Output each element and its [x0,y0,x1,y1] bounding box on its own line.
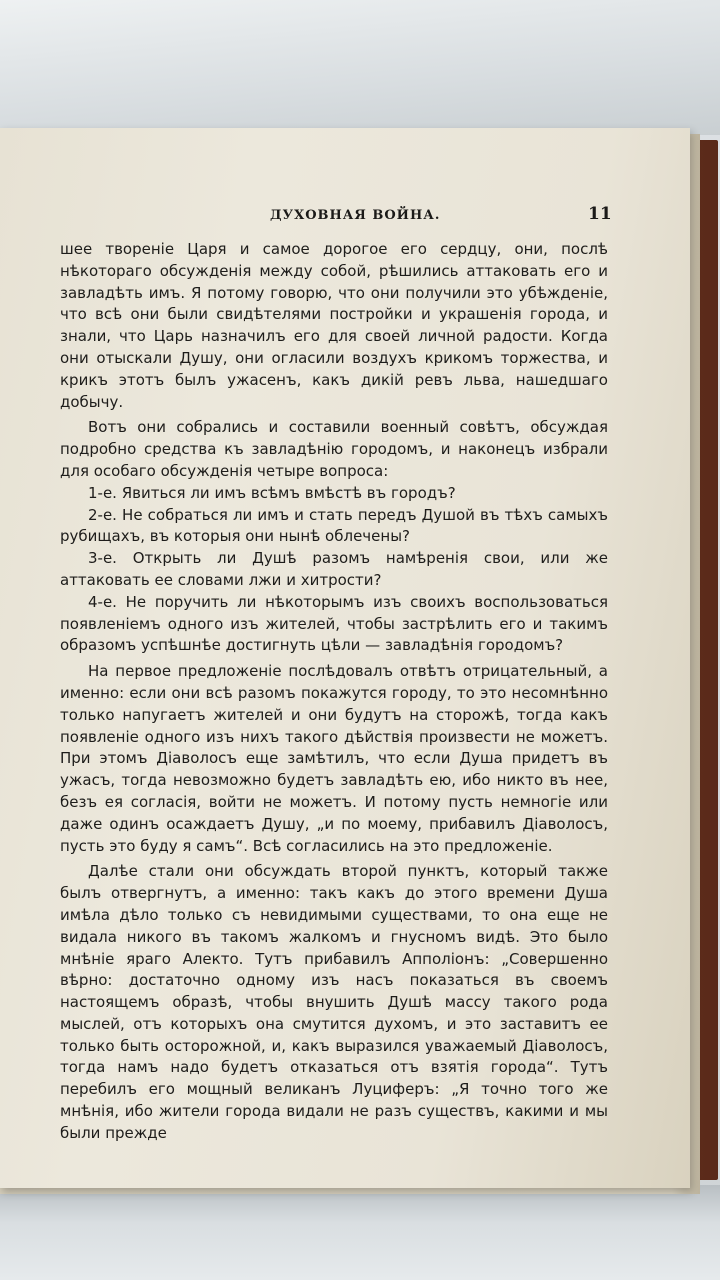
paragraph-second-point: Далѣе стали они обсуждать второй пунктъ, который также былъ отвергнутъ, а именно: такъ какъ до этого времени Душа имѣла дѣло только съ невидимыми существами, то она еще не видала никого въ такомъ жалкомъ и гнусномъ видѣ. Это было мнѣнiе яраго Алекто. Тутъ прибавилъ Апполiонъ: „Совершенно вѣрно: достаточно одному изъ насъ показаться въ своемъ настоящемъ образѣ, чтобы внушить Душѣ массу такого рода мыслей, отъ которыхъ она смутится духомъ, и это заставитъ ее только быть осторожной, и, какъ выразился уважаемый Дiаволосъ, тогда намъ надо будетъ отказаться отъ взятiя города“. Тутъ перебилъ его мощный великанъ Луциферъ: „Я точно того же мнѣнiя, ибо жители города видали не разъ существъ, какими и мы были прежде [60,862,608,1142]
book-page [0,128,690,1188]
question-3: 3-е. Открыть ли Душѣ разомъ намѣренiя свои, или же аттаковать ее словами лжи и хитрости? [60,549,608,589]
running-head [0,204,690,232]
question-4: 4-е. Не поручить ли нѣкоторымъ изъ своихъ воспользоваться появленiемъ одного изъ жителей, чтобы застрѣлить его и такимъ образомъ успѣшнѣе достигнуть цѣли — завладѣнiя городомъ? [60,592,608,655]
table-surface-bottom [0,1185,720,1280]
page-number: 11 [588,204,612,224]
question-1: 1-е. Явиться ли имъ всѣмъ вмѣстѣ въ городъ? [88,483,456,502]
paragraph-war-council: Вотъ они собрались и составили военный совѣтъ, обсуждая подробно средства къ завладѣнiю городомъ, и наконецъ избрали для особаго обсужденiя четыре вопроса: [60,418,608,480]
table-surface [0,0,720,135]
page-text [60,239,608,1145]
paragraph-continued: шее творенiе Царя и самое дорогое его сердцу, они, послѣ нѣкотораго обсужденiя между собой, рѣшились аттаковать его и завладѣть имъ. Я потому говорю, что они получили это убѣжденiе, что всѣ они были свидѣтелями постройки и украшенiя города, и знали, что Царь назначилъ его для своей личной радости. Когда они отыскали Душу, они огласили воздухъ крикомъ торжества, и крикъ этотъ былъ ужасенъ, какъ дикiй ревъ льва, нашедшаго добычу. [60,240,608,411]
question-2: 2-е. Не собраться ли имъ и стать передъ Душой въ тѣхъ самыхъ рубищахъ, въ которыя они нынѣ облечены? [60,505,608,546]
running-head-title: ДУХОВНАЯ ВОЙНА. [270,208,441,223]
paragraph-first-answer: На первое предложенiе послѣдовалъ отвѣтъ отрицательный, а именно: если они всѣ разомъ покажутся городу, то это несомнѣнно только напугаетъ жителей и они будутъ на сторожѣ, тогда какъ появленiе одного изъ нихъ такого дѣйствiя произвести не можетъ. При этомъ Дiаволосъ еще замѣтилъ, что если Душа придетъ въ ужасъ, тогда невозможно будетъ завладѣть ею, ибо никто въ нее, безъ ея согласiя, войти не можетъ. И потому пусть немногiе или даже одинъ осаждаетъ Душу, „и по моему, прибавилъ Дiаволосъ, пусть это буду я самъ“. Всѣ согласились на это предложенiе. [60,662,608,855]
